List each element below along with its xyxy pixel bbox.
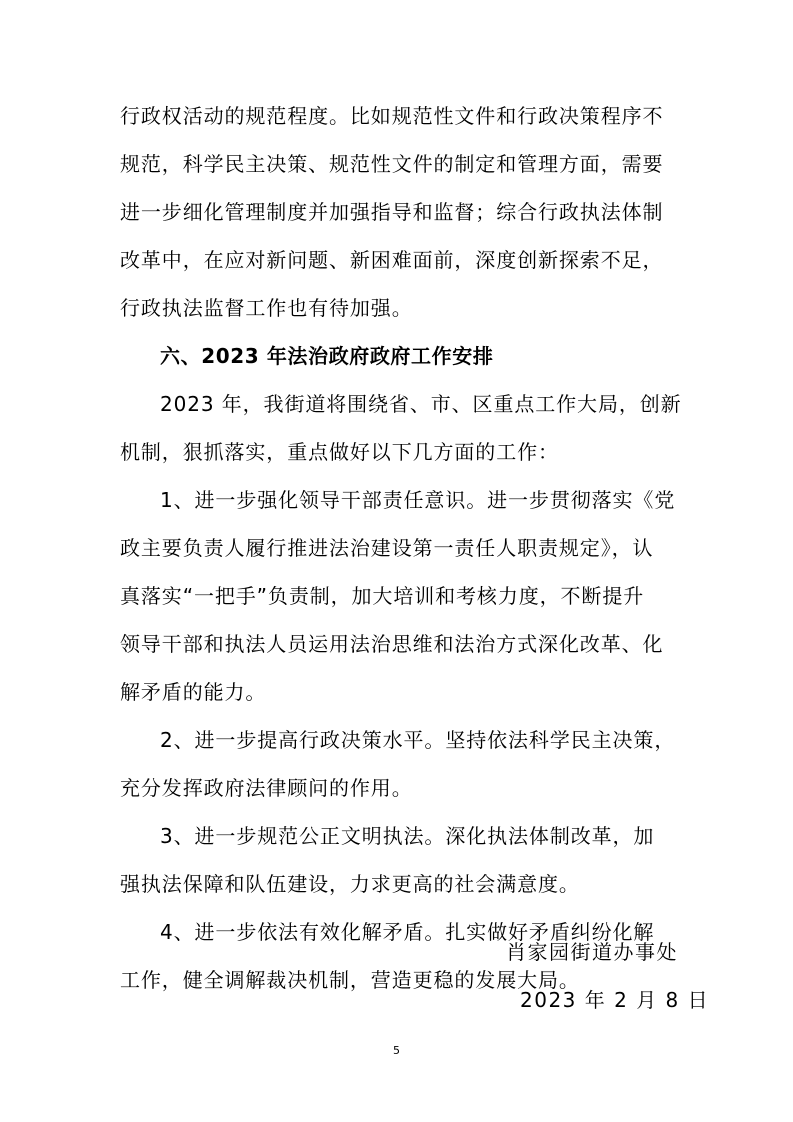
item-1-line: 1、进一步强化领导干部责任意识。进一步贯彻落实《党: [160, 488, 676, 512]
item-2-line: 充分发挥政府法律顾问的作用。: [120, 776, 413, 800]
item-3-line: 强执法保障和队伍建设，力求更高的社会满意度。: [120, 872, 580, 896]
paragraph-line: 改革中，在应对新问题、新困难面前，深度创新探索不足，: [120, 248, 664, 272]
page-number: 5: [393, 1044, 400, 1057]
paragraph-line: 进一步细化管理制度并加强指导和监督；综合行政执法体制: [120, 200, 664, 224]
item-1-line: 真落实“一把手”负责制，加大培训和考核力度，不断提升: [120, 584, 645, 608]
paragraph-line: 行政执法监督工作也有待加强。: [120, 296, 413, 320]
intro-line: 2023 年，我街道将围绕省、市、区重点工作大局，创新: [160, 392, 682, 416]
item-2-line: 2、进一步提高行政决策水平。坚持依法科学民主决策，: [160, 728, 676, 752]
item-1-line: 政主要负责人履行推进法治建设第一责任人职责规定》，认: [120, 536, 654, 560]
item-4-line: 工作，健全调解裁决机制，营造更稳的发展大局。: [120, 968, 580, 992]
signature-organization: 肖家园街道办事处: [506, 940, 678, 964]
item-1-line: 解矛盾的能力。: [120, 680, 267, 704]
item-1-line: 领导干部和执法人员运用法治思维和法治方式深化改革、化: [120, 632, 664, 656]
section-heading: 六、2023 年法治政府政府工作安排: [160, 344, 494, 368]
signature-date: 2023 年 2 月 8 日: [520, 988, 710, 1012]
intro-line: 机制，狠抓落实，重点做好以下几方面的工作：: [120, 440, 559, 464]
item-4-line: 4、进一步依法有效化解矛盾。扎实做好矛盾纠纷化解: [160, 920, 655, 944]
paragraph-line: 规范，科学民主决策、规范性文件的制定和管理方面，需要: [120, 152, 664, 176]
paragraph-line: 行政权活动的规范程度。比如规范性文件和行政决策程序不: [120, 104, 664, 128]
item-3-line: 3、进一步规范公正文明执法。深化执法体制改革，加: [160, 824, 655, 848]
